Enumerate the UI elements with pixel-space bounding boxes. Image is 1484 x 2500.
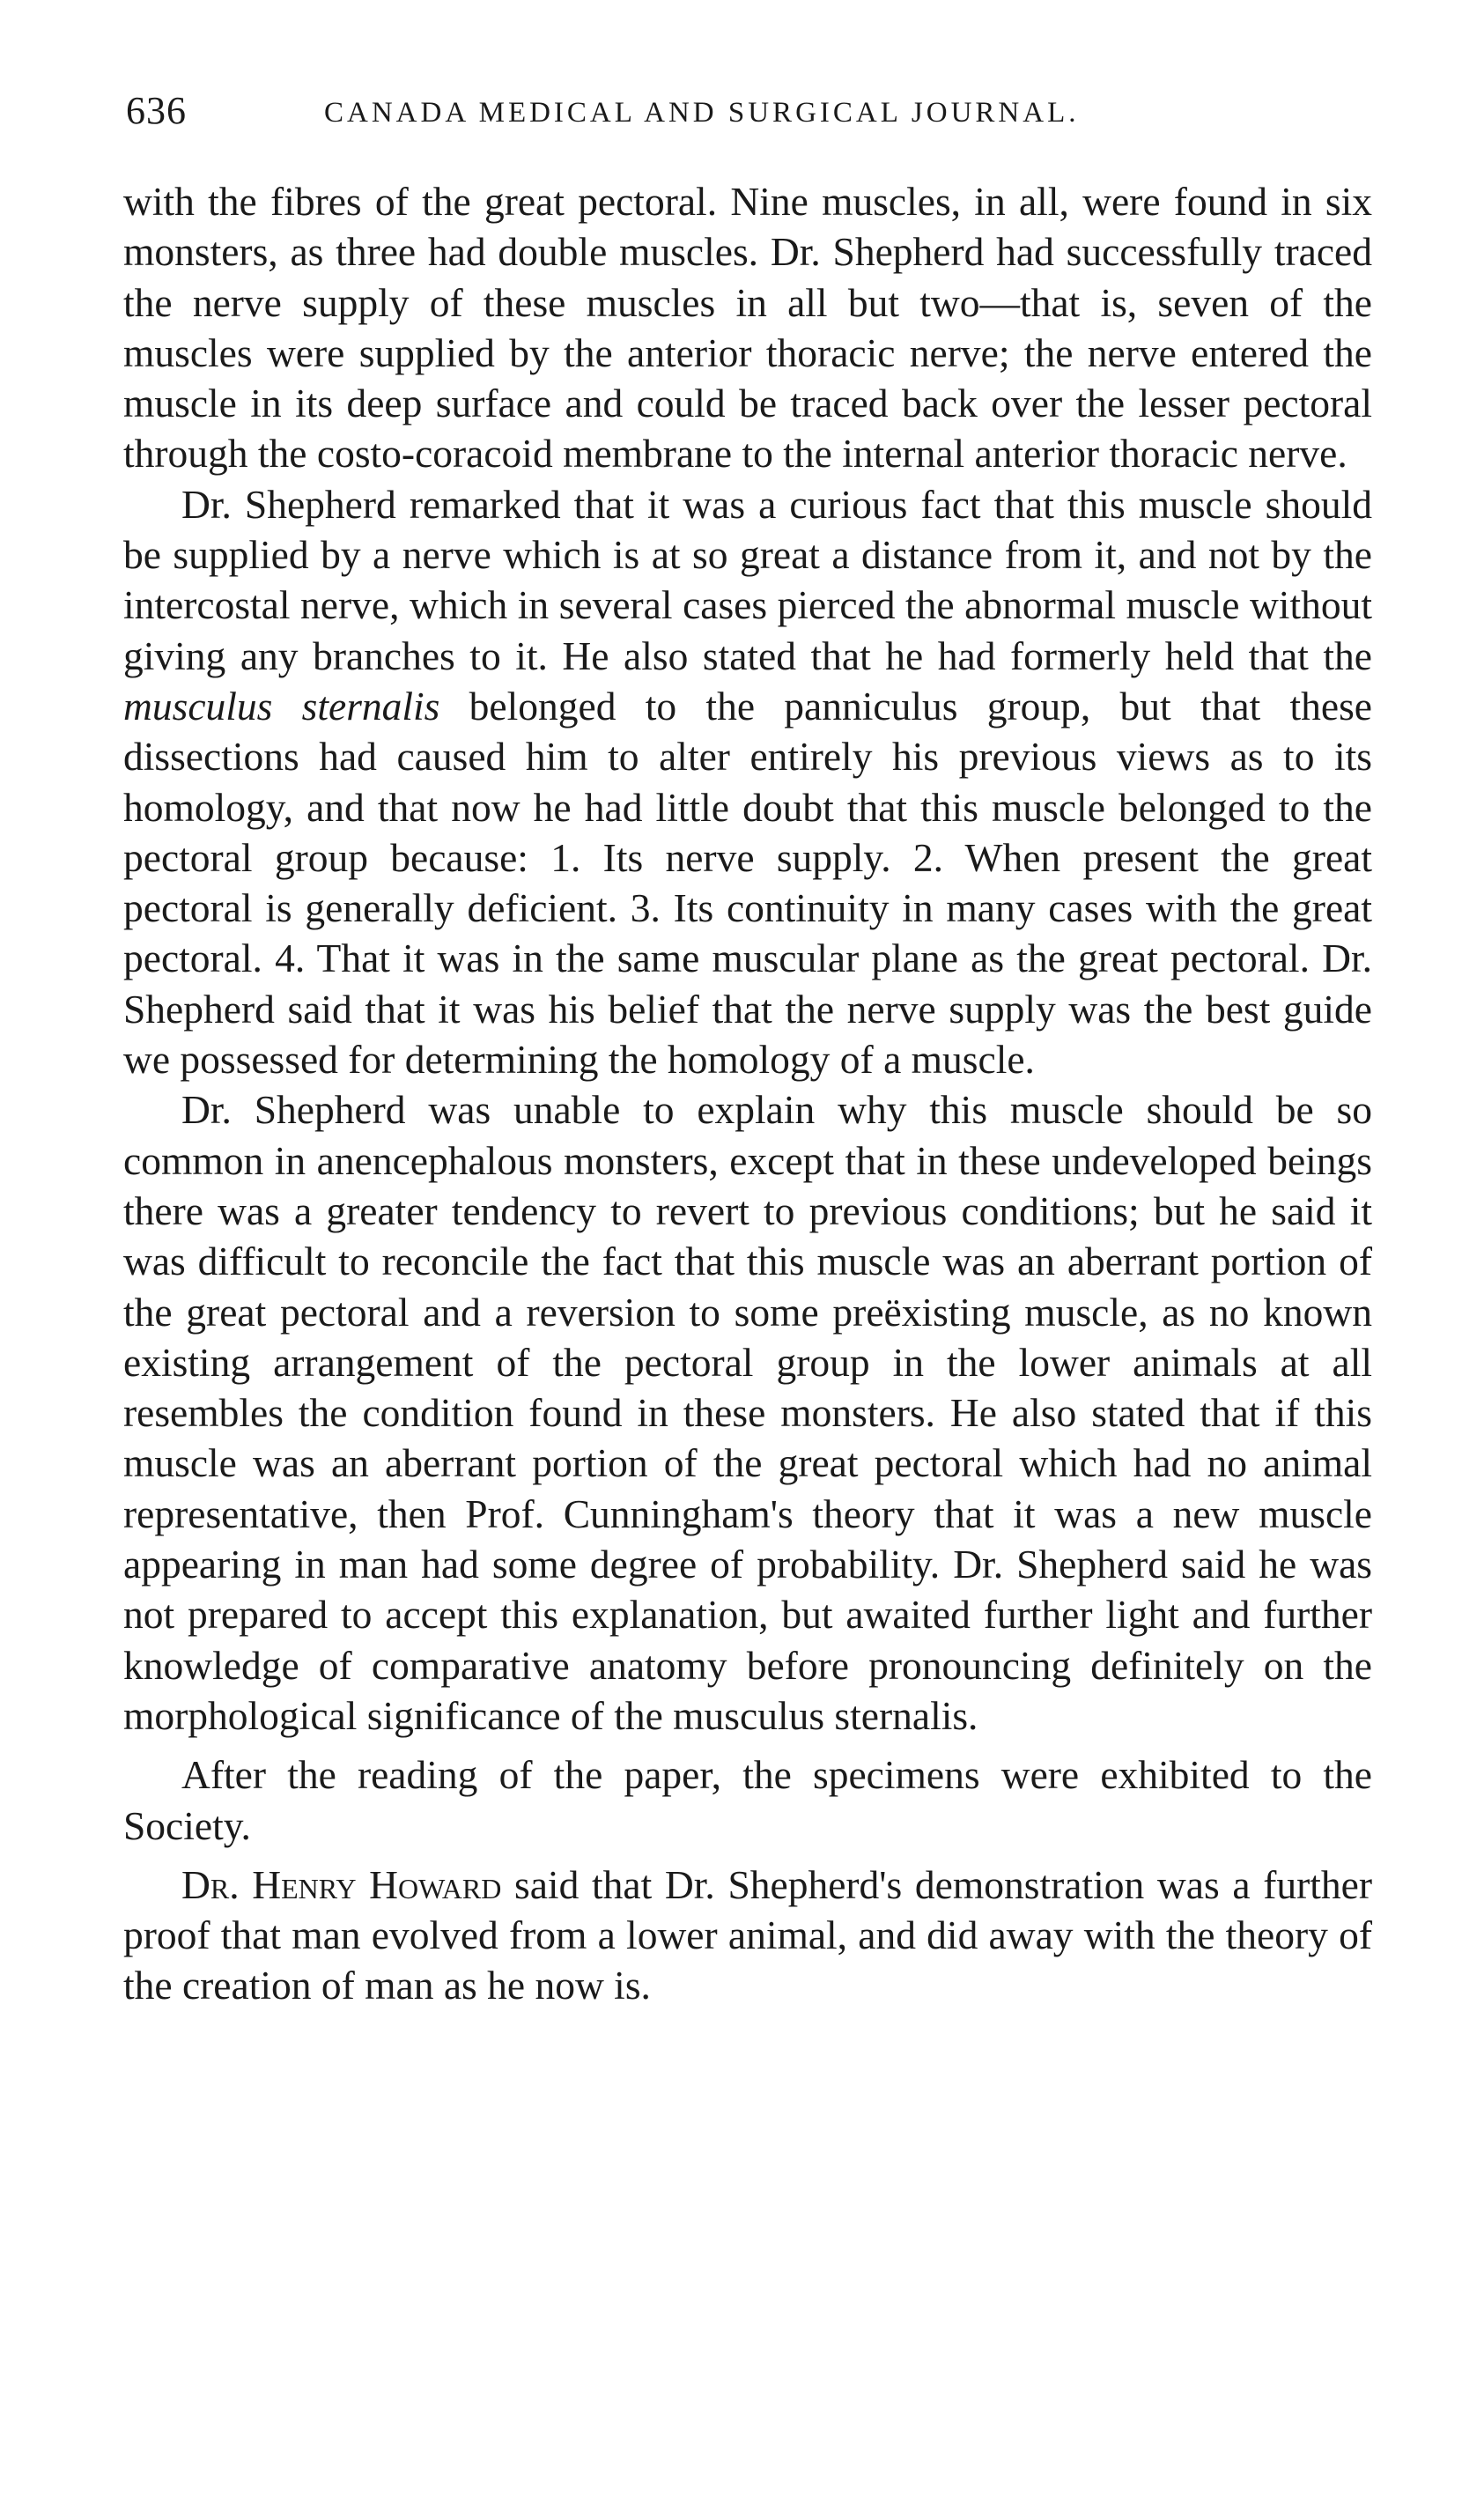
running-head: CANADA MEDICAL AND SURGICAL JOURNAL. [324,97,1080,129]
paragraph-2-italic-term: musculus sternalis [123,683,440,729]
paragraph-2-part-1: Dr. Shepherd remarked that it was a curious fact that this muscle should be supplied by a nerve which is at so great a distance from it, and not by the intercostal nerve, which in several cases pierced the abnormal muscle without giving any branches to it. He also stated that he had formerly held that the [123,481,1372,678]
paragraph-5 [123,1860,1372,2011]
article-body [123,176,1372,2011]
page-header [126,88,1359,141]
paragraph-2 [123,479,1372,1085]
paragraph-5-text: said that Dr. Shepherd's demonstration was a further proof that man evolved from a lower animal, and did away with the theory of the creation of man as he now is. [123,1861,1373,2008]
speaker-name: Dr. Henry Howard [181,1861,502,1907]
paragraph-2-part-2: belonged to the panniculus group, but that these dissections had caused him to alter entirely his previous views as to its homology, and that now he had little doubt that this muscle belonged to the pectoral group because: 1. Its nerve supply. 2. When present the great pectoral is generally deficient. 3. Its continuity in many cases with the great pectoral. 4. That it was in the same muscular plane as the great pectoral. Dr. Shepherd said that it was his belief that the nerve supply was the best guide we possessed for determining the homology of a muscle. [123,683,1372,1083]
paragraph-1: with the fibres of the great pectoral. Nine muscles, in all, were found in six monsters, as three had double muscles. Dr. Shepherd had successfully traced the nerve supply of these muscles in all but two—that is, seven of the muscles were supplied by the anterior thoracic nerve; the nerve entered the muscle in its deep surface and could be traced back over the lesser pectoral through the costo-coracoid membrane to the internal anterior thoracic nerve. [123,179,1372,477]
page-number: 636 [126,89,187,132]
paragraph-4: After the reading of the paper, the specimens were exhibited to the Society. [123,1752,1372,1848]
paragraph-3: Dr. Shepherd was unable to explain why this muscle should be so common in anencephalous monsters, except that in these undeveloped beings there was a greater tendency to revert to previous conditions; but he said it was difficult to reconcile the fact that this muscle was an aberrant portion of the great pectoral and a reversion to some preëxisting muscle, as no known existing arrangement of the pectoral group in the lower animals at all resembles the condition found in these monsters. He also stated that if this muscle was an aberrant portion of the great pectoral which had no animal representative, then Prof. Cunningham's theory that it was a new muscle appearing in man had some degree of probability. Dr. Shepherd said he was not prepared to accept this explanation, but awaited further light and further knowledge of comparative anatomy before pronouncing definitely on the morphological significance of the musculus sternalis. [123,1087,1372,1738]
